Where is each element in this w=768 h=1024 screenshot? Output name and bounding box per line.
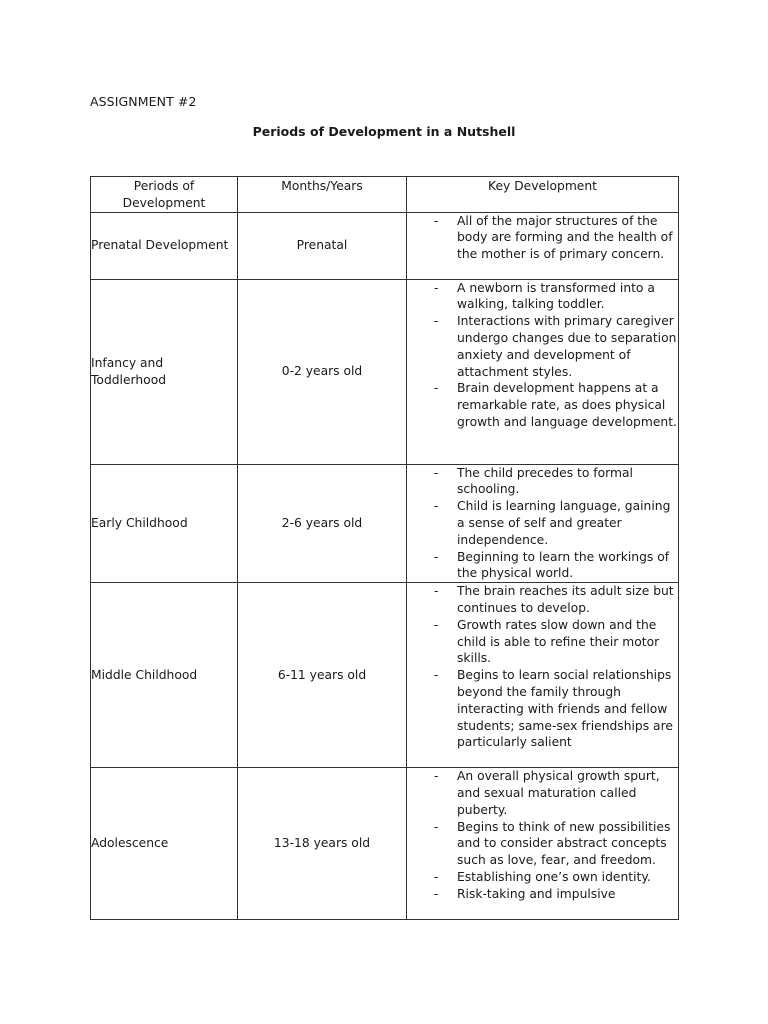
list-item (407, 380, 678, 430)
key-development-list (407, 583, 678, 751)
column-header-key-development: Key Development (407, 177, 679, 213)
period-cell: Adolescence (91, 768, 238, 920)
bullet-text: Child is learning language, gaining a sense of self and greater independence. (457, 499, 671, 547)
bullet-text: A newborn is transformed into a walking, talking toddler. (457, 280, 655, 312)
bullet-dash: - (434, 886, 439, 901)
key-development-cell (407, 279, 679, 464)
list-item (407, 549, 678, 583)
bullet-dash: - (434, 280, 439, 295)
bullet-text: Beginning to learn the workings of the physical world. (457, 549, 670, 581)
assignment-heading: ASSIGNMENT #2 (90, 94, 197, 109)
key-development-list (407, 465, 678, 583)
table-row (91, 768, 679, 920)
table-row (91, 279, 679, 464)
key-development-list (407, 768, 678, 902)
list-item (407, 617, 678, 667)
key-development-cell (407, 768, 679, 920)
list-item (407, 768, 678, 818)
bullet-text: Begins to think of new possibilities and to consider abstract concepts such as love, fear, and freedom. (457, 819, 671, 868)
bullet-dash: - (434, 869, 439, 884)
column-header-period: Periods of Development (91, 177, 238, 213)
key-development-cell (407, 583, 679, 768)
bullet-text: Risk-taking and impulsive (457, 886, 616, 901)
years-cell: 0-2 years old (238, 279, 407, 464)
list-item (407, 498, 678, 548)
years-cell: 2-6 years old (238, 464, 407, 583)
bullet-text: The child precedes to formal schooling. (457, 465, 633, 497)
bullet-dash: - (434, 584, 439, 599)
bullet-dash: - (434, 465, 439, 480)
bullet-text: Begins to learn social relationships beyond the family through interacting with friends and fellow students; same-sex friendships are particularly salient (457, 668, 673, 750)
document-title: Periods of Development in a Nutshell (252, 124, 516, 139)
key-development-cell (407, 212, 679, 279)
period-cell: Prenatal Development (91, 212, 238, 279)
table-row (91, 212, 679, 279)
years-cell: Prenatal (238, 212, 407, 279)
bullet-text: Interactions with primary caregiver undergo changes due to separation anxiety and development of attachment styles. (457, 314, 677, 379)
period-cell: Middle Childhood (91, 583, 238, 768)
bullet-dash: - (434, 769, 439, 784)
list-item (407, 213, 678, 263)
table-row (91, 583, 679, 768)
bullet-dash: - (434, 314, 439, 329)
bullet-dash: - (434, 381, 439, 396)
bullet-dash: - (434, 499, 439, 514)
years-cell: 13-18 years old (238, 768, 407, 920)
column-header-years: Months/Years (238, 177, 407, 213)
key-development-list (407, 280, 678, 431)
key-development-cell (407, 464, 679, 583)
table-header-row (91, 177, 679, 213)
bullet-dash: - (434, 617, 439, 632)
list-item (407, 583, 678, 617)
bullet-dash: - (434, 213, 439, 228)
bullet-text: All of the major structures of the body are forming and the health of the mother is of primary concern. (457, 213, 673, 262)
list-item (407, 886, 678, 903)
list-item (407, 465, 678, 499)
bullet-dash: - (434, 668, 439, 683)
period-cell: Early Childhood (91, 464, 238, 583)
period-cell: Infancy and Toddlerhood (91, 279, 238, 464)
list-item (407, 280, 678, 314)
list-item (407, 667, 678, 751)
bullet-text: Growth rates slow down and the child is able to refine their motor skills. (457, 617, 660, 666)
bullet-text: The brain reaches its adult size but continues to develop. (457, 584, 674, 615)
bullet-text: An overall physical growth spurt, and sexual maturation called puberty. (457, 769, 660, 817)
bullet-text: Brain development happens at a remarkable rate, as does physical growth and language development. (457, 381, 677, 429)
key-development-list (407, 213, 678, 263)
bullet-dash: - (434, 549, 439, 564)
list-item (407, 819, 678, 869)
bullet-text: Establishing one’s own identity. (457, 869, 651, 884)
list-item (407, 313, 678, 380)
list-item (407, 869, 678, 886)
development-table (90, 176, 679, 920)
table-row (91, 464, 679, 583)
years-cell: 6-11 years old (238, 583, 407, 768)
bullet-dash: - (434, 819, 439, 834)
